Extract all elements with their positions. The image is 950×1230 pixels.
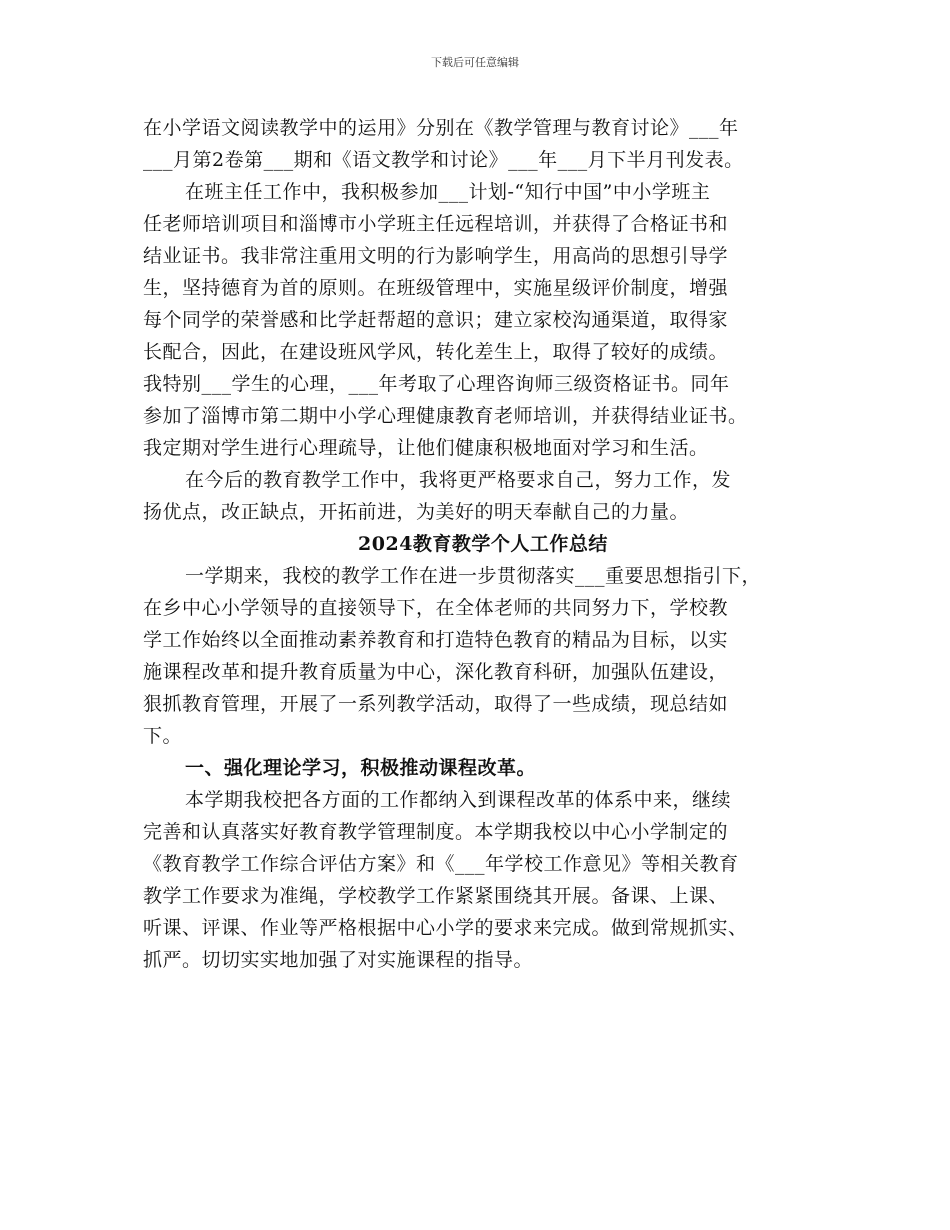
paragraph-start-line: 一学期来，我校的教学工作在进一步贯彻落实___重要思想指引下， [185, 565, 762, 587]
text-line: 长配合，因此，在建设班风学风，转化差生上，取得了较好的成绩。 [143, 341, 729, 363]
text-line: 听课、评课、作业等严格根据中心小学的要求来完成。做到常规抓实、 [143, 917, 748, 939]
text-line: 学工作始终以全面推动素养教育和打造特色教育的精品为目标，以实 [143, 629, 729, 651]
text-line: 在小学语文阅读教学中的运用》分别在《教学管理与教育讨论》___年 [143, 117, 739, 139]
text-line: 抓严。切切实实地加强了对实施课程的指导。 [143, 949, 534, 971]
text-line: 结业证书。我非常注重用文明的行为影响学生，用高尚的思想引导学 [143, 245, 729, 267]
text-line: 《教育教学工作综合评估方案》和《___年学校工作意见》等相关教育 [143, 853, 739, 875]
paragraph-start-line: 在今后的教育教学工作中，我将更严格要求自己，努力工作，发 [185, 469, 732, 491]
subsection-heading: 一、强化理论学习，积极推动课程改革。 [185, 757, 537, 779]
text-line: 参加了淄博市第二期中小学心理健康教育老师培训，并获得结业证书。 [143, 405, 748, 427]
text-line: 我定期对学生进行心理疏导，让他们健康积极地面对学习和生活。 [143, 437, 709, 459]
text-line: 生，坚持德育为首的原则。在班级管理中，实施星级评价制度，增强 [143, 277, 729, 299]
text-line: 扬优点，改正缺点，开拓前进，为美好的明天奉献自己的力量。 [143, 501, 690, 523]
text-line: 下。 [143, 725, 183, 747]
document-body [143, 112, 823, 976]
text-line: 每个同学的荣誉感和比学赶帮超的意识；建立家校沟通渠道，取得家 [143, 309, 729, 331]
text-line: 狠抓教育管理，开展了一系列教学活动，取得了一些成绩，现总结如 [143, 693, 729, 715]
paragraph-start-line: 在班主任工作中，我积极参加___计划-“知行中国”中小学班主 [185, 181, 711, 203]
text-line: 在乡中心小学领导的直接领导下，在全体老师的共同努力下，学校教 [143, 597, 729, 619]
page-header-note: 下载后可任意编辑 [431, 56, 519, 69]
section-title: 2024教育教学个人工作总结 [358, 533, 608, 555]
text-line: 我特别___学生的心理，___年考取了心理咨询师三级资格证书。同年 [143, 373, 730, 395]
text-line: 任老师培训项目和淄博市小学班主任远程培训，并获得了合格证书和 [143, 213, 729, 235]
text-line: ___月第2卷第___期和《语文教学和讨论》___年___月下半月刊发表。 [143, 149, 744, 171]
text-line: 完善和认真落实好教育教学管理制度。本学期我校以中心小学制定的 [143, 821, 729, 843]
paragraph-start-line: 本学期我校把各方面的工作都纳入到课程改革的体系中来，继续 [185, 789, 732, 811]
text-line: 施课程改革和提升教育质量为中心，深化教育科研，加强队伍建设， [143, 661, 729, 683]
text-line: 教学工作要求为准绳，学校教学工作紧紧围绕其开展。备课、上课、 [143, 885, 729, 907]
